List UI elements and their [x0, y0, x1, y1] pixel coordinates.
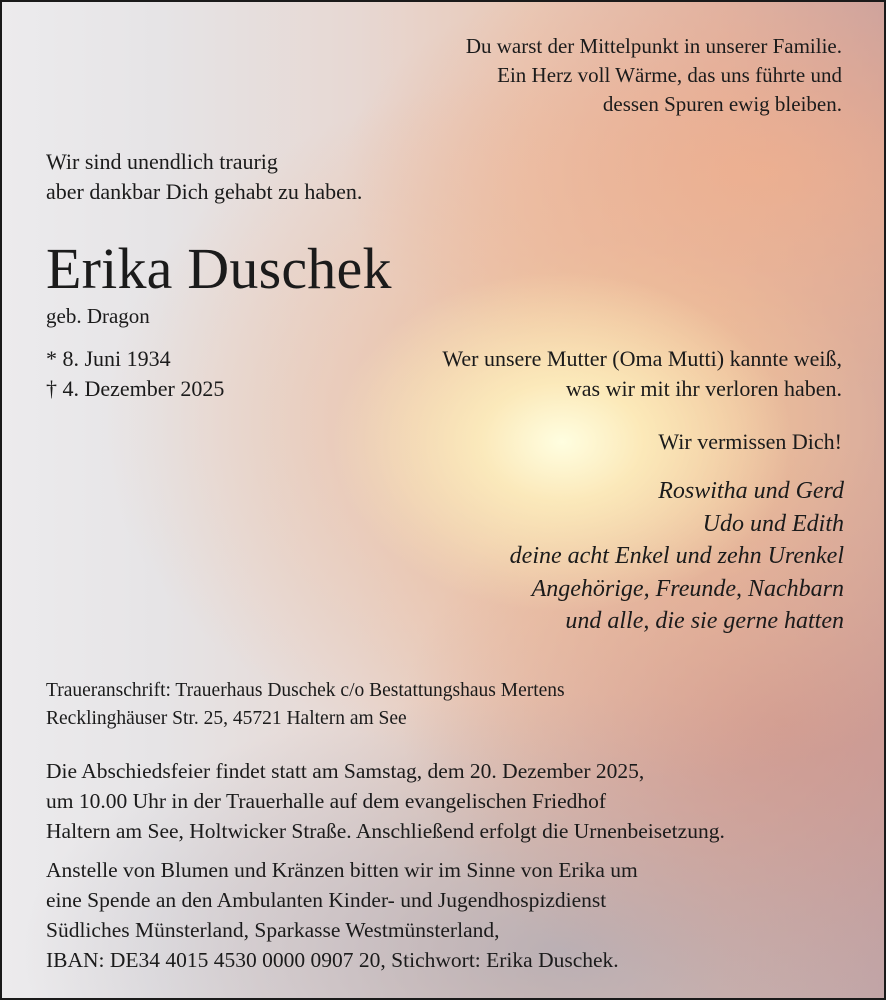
quote-line: Wer unsere Mutter (Oma Mutti) kannte weiß, [442, 346, 842, 371]
donation-line: IBAN: DE34 4015 4530 0000 0907 20, Stichwort: Erika Duschek. [46, 948, 619, 972]
birth-date: * 8. Juni 1934 [46, 346, 171, 371]
intro-line: Wir sind unendlich traurig [46, 149, 278, 174]
ceremony-info [46, 756, 725, 846]
donation-line: eine Spende an den Ambulanten Kinder- und Jugendhospizdienst [46, 888, 607, 912]
miss-you-line: Wir vermissen Dich! [658, 429, 842, 454]
death-date: † 4. Dezember 2025 [46, 376, 225, 401]
mourners-list [510, 475, 844, 638]
mourning-address [46, 677, 565, 733]
remembrance-quote [442, 344, 842, 404]
donation-line: Anstelle von Blumen und Kränzen bitten wir im Sinne von Erika um [46, 858, 638, 882]
intro-line: aber dankbar Dich gehabt zu haben. [46, 179, 363, 204]
deceased-name: Erika Duschek [46, 236, 392, 301]
ceremony-line: Die Abschiedsfeier findet statt am Samstag, dem 20. Dezember 2025, [46, 759, 645, 783]
life-dates [46, 344, 224, 404]
mourner-entry: deine acht Enkel und zehn Urenkel [509, 543, 844, 569]
quote-line: Du warst der Mittelpunkt in unserer Familie. [465, 34, 842, 58]
maiden-name: geb. Dragon [46, 304, 150, 328]
address-line: Recklinghäuser Str. 25, 45721 Haltern am See [46, 708, 407, 729]
opening-quote [466, 32, 842, 119]
donation-info [46, 855, 638, 975]
quote-line: Ein Herz voll Wärme, das uns führte und [497, 63, 842, 87]
address-line: Traueranschrift: Trauerhaus Duschek c/o Bestattungshaus Mertens [46, 680, 565, 701]
ceremony-line: Haltern am See, Holtwicker Straße. Anschließend erfolgt die Urnenbeisetzung. [46, 819, 725, 843]
donation-line: Südliches Münsterland, Sparkasse Westmünsterland, [46, 918, 500, 942]
mourner-entry: und alle, die sie gerne hatten [565, 608, 844, 634]
ceremony-line: um 10.00 Uhr in der Trauerhalle auf dem evangelischen Friedhof [46, 789, 607, 813]
mourner-entry: Angehörige, Freunde, Nachbarn [531, 575, 844, 602]
quote-line: dessen Spuren ewig bleiben. [602, 92, 842, 116]
intro-text [46, 147, 362, 207]
mourner-entry: Roswitha und Gerd [658, 478, 844, 504]
quote-line: was wir mit ihr verloren haben. [565, 376, 842, 401]
mourner-entry: Udo und Edith [702, 510, 844, 537]
